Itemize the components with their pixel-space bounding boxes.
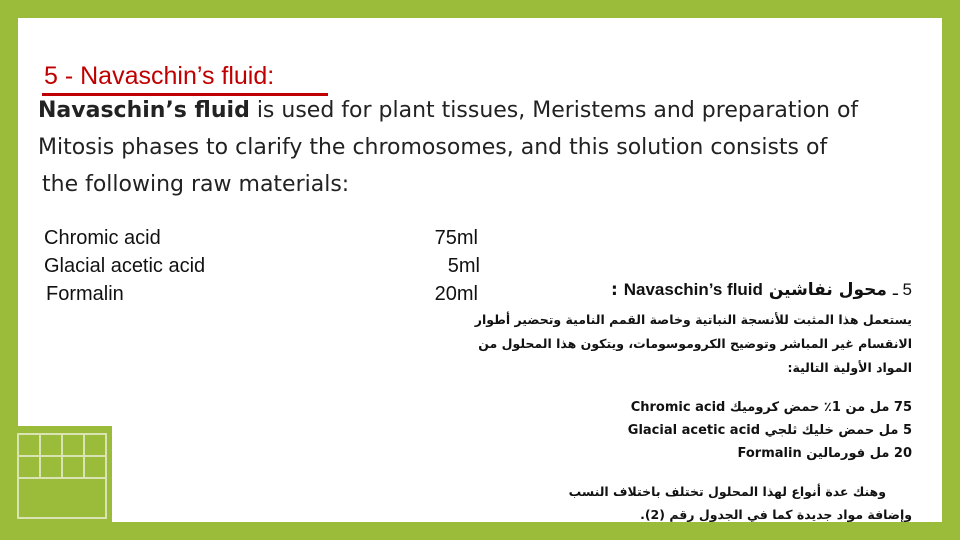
arabic-material-item: 75 مل من 1٪ حمض كروميك Chromic acid (630, 400, 912, 415)
slide-title: 5 - Navaschin’s fluid: (44, 62, 275, 90)
arabic-heading-colon: : (611, 280, 624, 300)
material-amount: 5ml (447, 255, 480, 277)
arabic-heading-text: محول نفاشين (768, 280, 887, 300)
arabic-materials-list (628, 396, 912, 465)
arabic-heading (611, 280, 912, 300)
arabic-note-line: وإضافة مواد جديدة كما في الجدول رقم (2). (640, 507, 912, 522)
material-amount: 20ml (434, 283, 478, 305)
intro-bold-term: Navaschin’s fluid (38, 98, 250, 123)
material-name: Chromic acid (44, 227, 161, 249)
intro-paragraph (38, 92, 898, 203)
amounts-list (400, 224, 480, 308)
intro-line-1 (38, 92, 898, 129)
arabic-paragraph: يستعمل هذا المثبت للأنسجة النباتية وخاصة القمم النامية وتحضير أطوار الانقسام غير المباشر وتوضيح الكروموسومات، ويتكون هذا المحلول من المواد الأولية التالية: (474, 312, 912, 375)
arabic-heading-number: 5 ـ (892, 280, 912, 299)
intro-line-1-rest: is used for plant tissues, Meristems and preparation of (249, 98, 859, 123)
arabic-note-line: وهنك عدة أنواع لهذا المحلول تختلف باختلاف النسب (568, 484, 886, 499)
material-name: Formalin (46, 283, 124, 305)
intro-line-3: the following raw materials: (42, 172, 350, 197)
material-name: Glacial acetic acid (44, 255, 206, 277)
materials-list (44, 224, 205, 308)
material-amount: 75ml (434, 227, 478, 249)
arabic-heading-english: Navaschin’s fluid (623, 280, 763, 299)
arabic-material-item: 5 مل حمض خليك ثلجي Glacial acetic acid (627, 423, 912, 438)
arabic-note (569, 480, 912, 526)
decorative-grid (0, 426, 112, 522)
arabic-material-item: 20 مل فورمالين Formalin (737, 446, 912, 461)
slide (18, 18, 942, 522)
intro-line-2: Mitosis phases to clarify the chromosomes, and this solution consists of (38, 135, 828, 160)
